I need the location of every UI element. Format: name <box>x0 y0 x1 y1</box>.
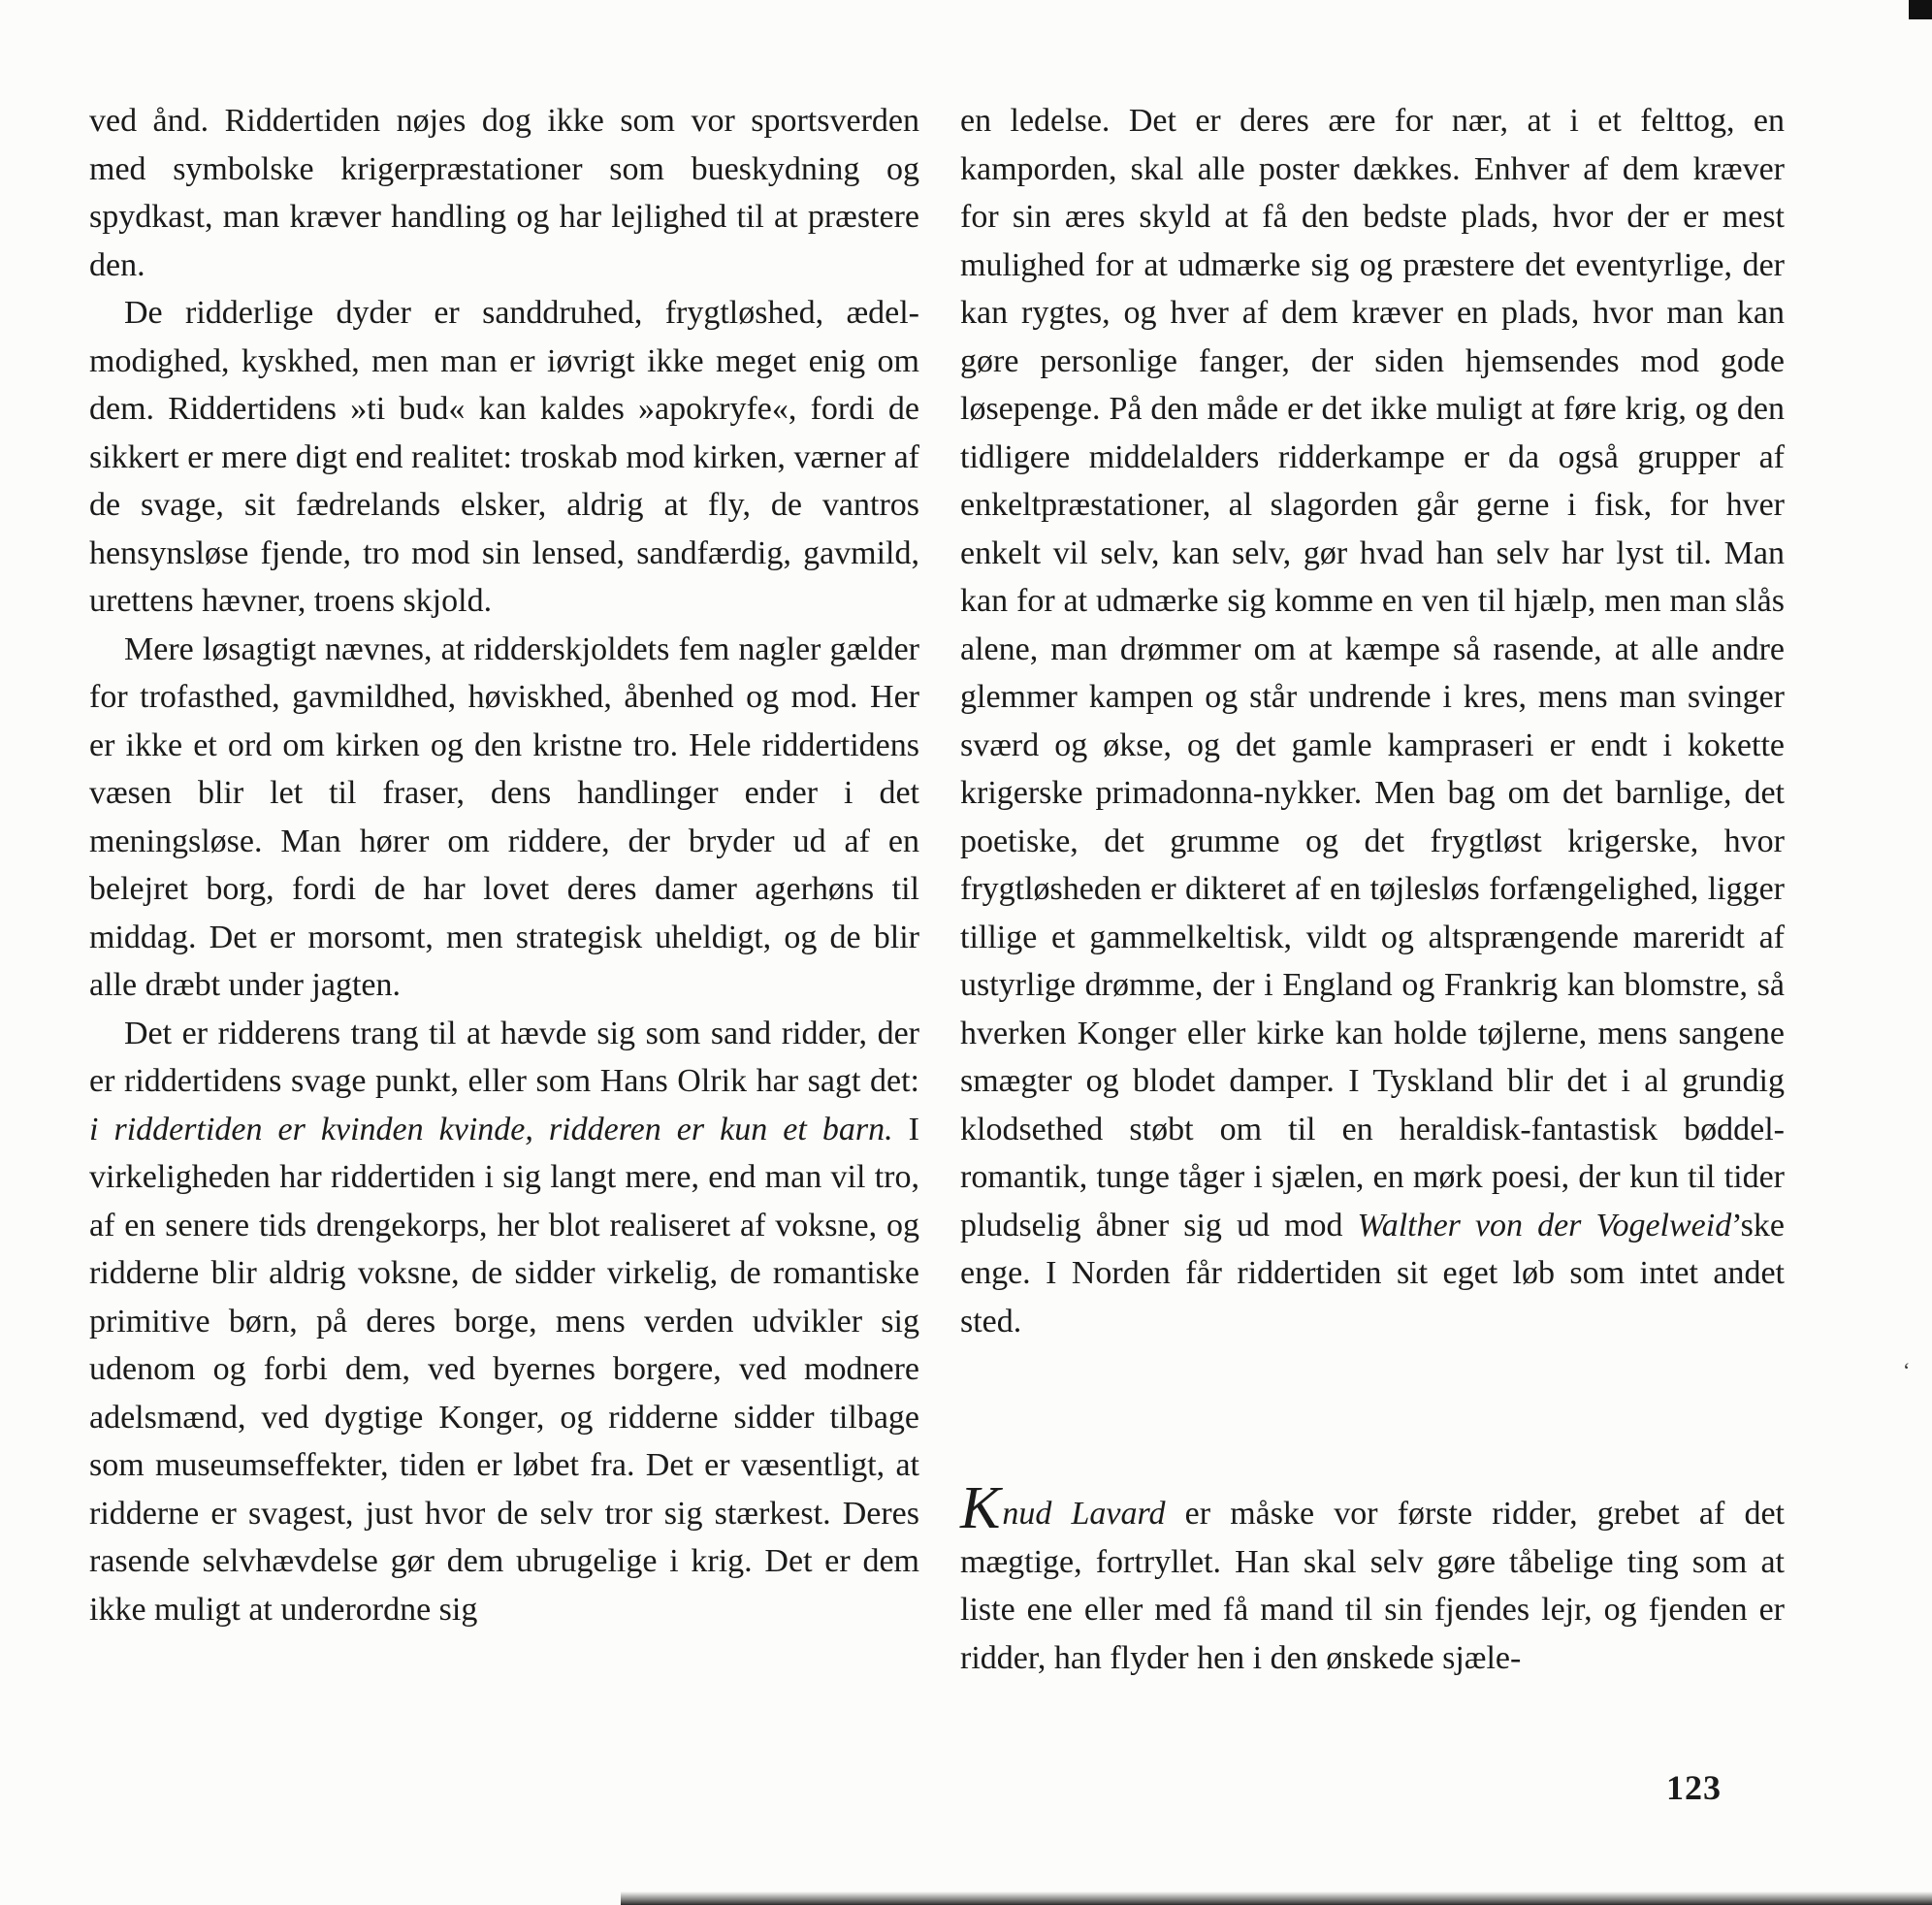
dropcap-initial: K <box>960 1475 1001 1541</box>
left-paragraph-1: ved ånd. Riddertiden nøjes dog ikke som vor sportsverden med symbolske krigerpræstationer som bueskydning og spydkast, man kræver handling og har lejlighed til at præstere den. <box>89 103 919 283</box>
left-paragraph-4 <box>89 1010 919 1634</box>
page-bottom-shadow <box>621 1891 1932 1905</box>
left-column <box>89 97 919 1633</box>
left-paragraph-2: De ridderlige dyder er sanddruhed, frygtløshed, ædelmodighed, kyskhed, men man er iøvrigt ikke meget enig om dem. Riddertidens »ti bud« kan kaldes »apokryfe«, fordi de sikkert er mere digt end realitet: troskab mod kirken, værner af de svage, sit fædrelands elsker, aldrig at fly, de vantros hensynsløse fjende, tro mod sin lensed, sandfærdig, gavmild, urettens hævner, troens skjold. <box>89 295 919 619</box>
left-paragraph-3: Mere løsagtigt nævnes, at ridderskjoldets fem nagler gælder for trofasthed, gavmildhed, høviskhed, åbenhed og mod. Her er ikke et ord om kirken og den kristne tro. Hele riddertidens væsen blir let til fraser, dens handlinger ender i det meningsløse. Man hører om riddere, der bryder ud af en belejret borg, fordi de har lovet deres damer agerhøns til middag. Det er morsomt, men strategisk uheldigt, og de blir alle dræbt under jagten. <box>89 630 919 1003</box>
scan-corner-mark <box>1909 0 1932 19</box>
right-paragraph-2 <box>960 1475 1785 1682</box>
right-column <box>960 97 1785 1682</box>
page-number: 123 <box>1666 1768 1722 1807</box>
knud-lavard-name: nud Lavard <box>1002 1496 1166 1532</box>
olrik-quote: i riddertiden er kvinden kvinde, ridderen er kun et barn. <box>89 1111 893 1147</box>
margin-mark: ‘ <box>1903 1358 1911 1382</box>
right-paragraph-1-start: en ledelse. Det er deres ære for nær, at i et felttog, en kamporden, skal alle poster dækkes. Enhver af dem kræver for sin æres skyld at få den bedste plads, hvor der er mest mulighed for at udmærke sig og præstere det eventyrlige, der kan rygtes, og hver af dem kræver en plads, hvor man kan gøre personlige fanger, der siden hjemsendes mod gode løsepenge. På den måde er det ikke muligt at føre krig, og den tidligere middelalders ridderkampe er da også grupper af enkeltpræstationer, al slagorden går gerne i fisk, for hver enkelt vil selv, kan selv, gør hvad han selv har lyst til. Man kan for at udmærke sig komme en ven til hjælp, men man slås alene, man drømmer om at kæmpe så rasende, at alle andre glemmer kampen og står undrende i kres, mens man svinger sværd og økse, og det gamle kampraseri er endt i kokette krigerske primadonna-nykker. Men bag om det barnlige, det poetiske, det grumme og det frygtløst krigerske, hvor frygtløsheden er dikteret af en tøjlesløs forfængelighed, ligger tillige et gammelkeltisk, vildt og altsprængende mareridt af ustyrlige drømme, der i England og Frankrig kan blomstre, så hverken Konger eller kirke kan holde tøjlerne, mens sangene smægter og blodet damper. I Tyskland blir det i al grundig klodsethed støbt om til en heraldisk-fantastisk bøddel-romantik, tunge tåger i sjælen, en mørk poesi, der kun til tider pludselig åbner sig ud mod <box>960 103 1785 1243</box>
left-paragraph-4-start: Det er ridderens trang til at hævde sig som sand ridder, der er riddertidens svage punkt, eller som Hans Olrik har sagt det: <box>89 1015 919 1099</box>
section-gap <box>960 1345 1785 1489</box>
walther-name: Walther von der Vogelweid <box>1357 1207 1732 1243</box>
right-paragraph-1 <box>960 97 1785 1345</box>
left-paragraph-4-end: I virkeligheden har riddertiden i sig langt mere, end man vil tro, af en senere tids drengekorps, her blot realiseret af voksne, og ridderne blir aldrig voksne, de sidder virkelig, de romantiske primitive børn, på deres borge, mens verden udvikler sig udenom og forbi dem, ved byernes borgere, ved modnere adelsmænd, ved dygtige Konger, og ridderne sidder tilbage som museumseffekter, tiden er løbet fra. Det er væsentligt, at ridderne er svagest, just hvor de selv tror sig stærkest. Deres rasende selvhævdelse gør dem ubrugelige i krig. Det er dem ikke muligt at underordne sig <box>89 1111 919 1628</box>
right-paragraph-2-end: er måske vor første ridder, grebet af det mægtige, fortryllet. Han skal selv gøre tåbelige ting som at liste ene eller med få mand til sin fjendes lejr, og fjenden er ridder, han flyder hen i den ønskede sjæle- <box>960 1496 1785 1676</box>
right-paragraph-1-end: ’ske enge. I Norden får riddertiden sit eget løb som intet andet sted. <box>960 1207 1785 1340</box>
